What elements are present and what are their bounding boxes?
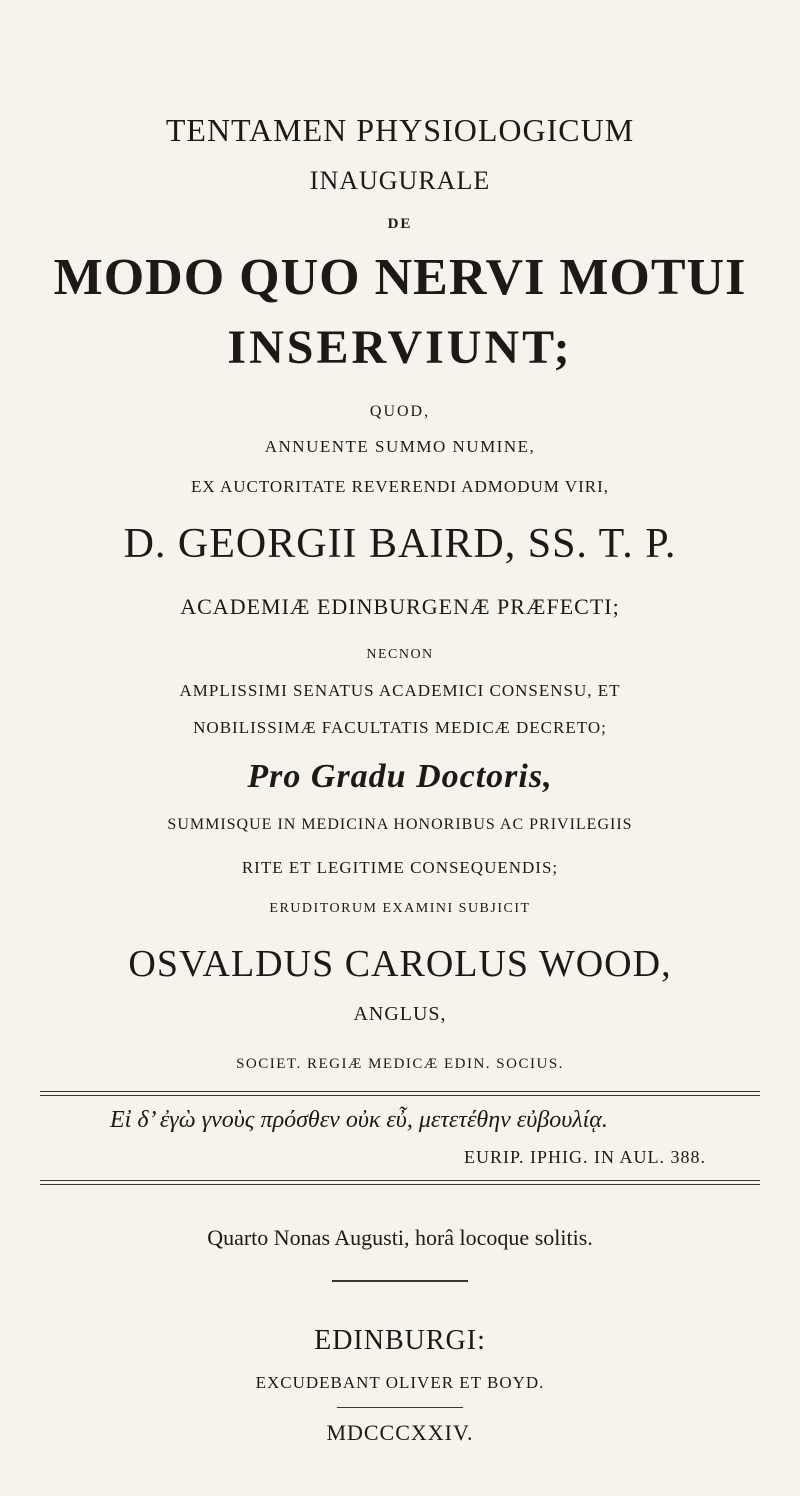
nationality: ANGLUS, <box>353 1003 447 1025</box>
top-divider <box>40 1091 760 1096</box>
faculty-line: NOBILISSIMÆ FACULTATIS MEDICÆ DECRETO; <box>193 718 607 737</box>
main-title-line-1: MODO QUO NERVI MOTUI <box>53 249 747 306</box>
title-line-2: INAUGURALE <box>309 166 491 195</box>
imprint-year: MDCCCXXIV. <box>326 1420 474 1445</box>
quod-line: QUOD, <box>369 403 431 420</box>
imprint-rule <box>337 1407 463 1408</box>
degree-line: Pro Gradu Doctoris, <box>247 758 553 795</box>
society-line: SOCIET. REGIÆ MEDICÆ EDIN. SOCIUS. <box>236 1056 564 1072</box>
necnon-line: NECNON <box>366 647 434 662</box>
epigraph-source: EURIP. IPHIG. IN AUL. 388. <box>464 1147 706 1167</box>
examination-line: ERUDITORUM EXAMINI SUBJICIT <box>269 901 531 916</box>
imprint-city: EDINBURGI: <box>314 1325 486 1356</box>
greek-epigraph: Εἰ δ’ ἐγὼ γνοὺς πρόσθεν οὐκ εὖ, μετετέθην εὐβουλίᾳ. <box>110 1107 608 1133</box>
legitimate-line: RITE ET LEGITIME CONSEQUENDIS; <box>241 858 559 877</box>
honours-line: SUMMISQUE IN MEDICINA HONORIBUS AC PRIVILEGIIS <box>167 816 633 833</box>
senate-line: AMPLISSIMI SENATUS ACADEMICI CONSENSU, ET <box>179 681 621 700</box>
decorative-rule <box>332 1280 468 1282</box>
title-line-3: DE <box>387 216 413 232</box>
annuente-line: ANNUENTE SUMMO NUMINE, <box>264 437 536 456</box>
academy-line: ACADEMIÆ EDINBURGENÆ PRÆFECTI; <box>180 594 620 619</box>
date-line: Quarto Nonas Augusti, horâ locoque solitis. <box>207 1225 593 1250</box>
rector-name: D. GEORGII BAIRD, SS. T. P. <box>123 521 677 567</box>
bottom-divider <box>40 1180 760 1185</box>
title-line-1: TENTAMEN PHYSIOLOGICUM <box>165 112 635 148</box>
imprint-printer: EXCUDEBANT OLIVER ET BOYD. <box>255 1373 545 1392</box>
auctoritate-line: EX AUCTORITATE REVERENDI ADMODUM VIRI, <box>190 477 610 496</box>
author-name: OSVALDUS CAROLUS WOOD, <box>128 943 672 985</box>
main-title-line-2: INSERVIUNT; <box>227 321 573 374</box>
